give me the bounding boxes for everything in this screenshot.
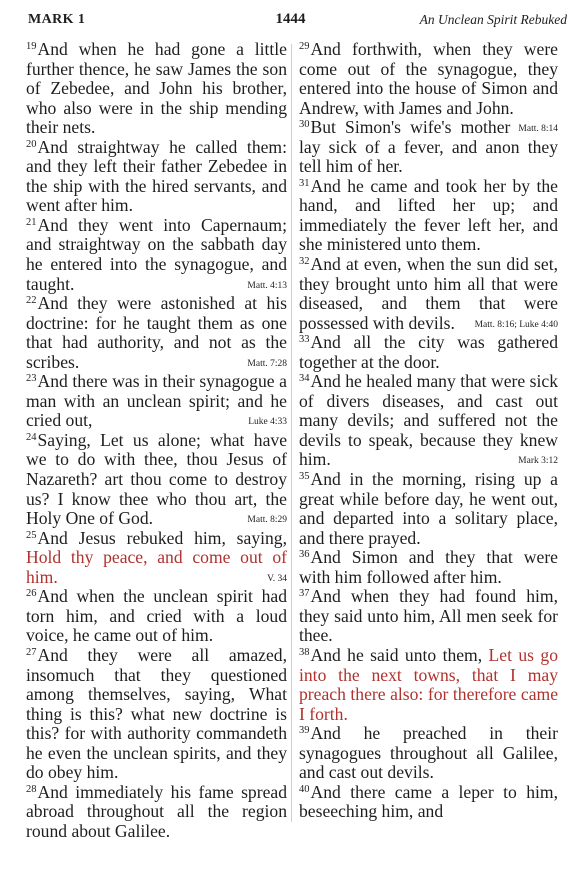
verse-number: 21 bbox=[26, 216, 37, 228]
verse-number: 28 bbox=[26, 783, 37, 795]
verse-number: 23 bbox=[26, 373, 37, 385]
verse-text: And Simon and they that were with him followed after him. bbox=[299, 547, 558, 587]
verse-19 bbox=[26, 40, 287, 138]
verse-number: 36 bbox=[299, 549, 310, 561]
verse-number: 31 bbox=[299, 177, 310, 189]
verse-26 bbox=[26, 587, 287, 646]
verse-text: And all the city was gathered together at the door. bbox=[299, 332, 558, 372]
verse-text: And straightway he called them: and they left their father Zebedee in the ship with the hired servants, and went after him. bbox=[26, 136, 287, 216]
verse-24 bbox=[26, 431, 287, 529]
verse-text: And when he had gone a little further thence, he saw James the son of Zebedee, and John his brother, who also were in the ship mending their nets. bbox=[26, 39, 287, 138]
verse-number: 29 bbox=[299, 41, 310, 52]
words-of-christ: Hold thy peace, and come out of him. bbox=[26, 547, 287, 587]
cross-reference: Matt. 8:16; Luke 4:40 bbox=[474, 319, 558, 330]
verse-text: And when they had found him, they said unto him, All men seek for thee. bbox=[299, 586, 558, 646]
verse-text: And he said unto them, bbox=[310, 644, 483, 665]
verse-25 bbox=[26, 529, 287, 588]
cross-reference: Matt. 8:14 bbox=[518, 124, 558, 135]
cross-reference: Matt. 4:13 bbox=[247, 280, 287, 291]
verse-text: And forthwith, when they were come out of the synagogue, they entered into the house of Simon and Andrew, with James and John. bbox=[299, 39, 558, 118]
cross-reference: Matt. 7:28 bbox=[247, 358, 287, 369]
verse-36 bbox=[299, 548, 558, 587]
verse-34 bbox=[299, 372, 558, 470]
verse-text: And he came and took her by the hand, and lifted her up; and immediately the fever left her, and she ministered unto them. bbox=[299, 175, 558, 255]
verse-37 bbox=[299, 587, 558, 646]
verse-text: But Simon's wife's mother lay sick of a fever, and anon they tell him of her. bbox=[299, 117, 558, 177]
cross-reference: V. 34 bbox=[267, 573, 287, 584]
verse-number: 39 bbox=[299, 725, 310, 737]
verse-number: 27 bbox=[26, 646, 37, 658]
verse-number: 37 bbox=[299, 588, 310, 600]
verse-text: And at even, when the sun did set, they brought unto him all that were diseased, and them that were possessed with devils. bbox=[299, 254, 558, 333]
right-column bbox=[299, 40, 558, 822]
verse-number: 33 bbox=[299, 334, 310, 346]
verse-number: 19 bbox=[26, 41, 37, 52]
verse-32 bbox=[299, 255, 558, 333]
verse-text: And there came a leper to him, beseeching him, and bbox=[299, 781, 558, 822]
verse-number: 24 bbox=[26, 431, 37, 443]
verse-text: And they went into Capernaum; and straightway on the sabbath day he entered into the synagogue, and taught. bbox=[26, 214, 287, 294]
verse-28 bbox=[26, 783, 287, 842]
verse-text: And when the unclean spirit had torn him, and cried with a loud voice, he came out of him. bbox=[26, 586, 287, 646]
verse-text: And immediately his fame spread abroad throughout all the region round about Galilee. bbox=[26, 781, 287, 841]
verse-33 bbox=[299, 333, 558, 372]
verse-number: 26 bbox=[26, 588, 37, 600]
verse-text: Saying, Let us alone; what have we to do with thee, thou Jesus of Nazareth? art thou come to destroy us? I know thee who thou art, the Holy One of God. bbox=[26, 429, 287, 529]
verse-number: 30 bbox=[299, 119, 310, 131]
verse-35 bbox=[299, 470, 558, 548]
verse-number: 40 bbox=[299, 783, 310, 795]
verse-22 bbox=[26, 294, 287, 372]
left-column bbox=[26, 40, 287, 841]
verse-number: 20 bbox=[26, 138, 37, 150]
page-header bbox=[0, 0, 581, 40]
verse-23 bbox=[26, 372, 287, 431]
verse-number: 38 bbox=[299, 646, 310, 658]
cross-reference: Mark 3:12 bbox=[518, 456, 558, 467]
cross-reference: Matt. 8:29 bbox=[247, 515, 287, 526]
verse-number: 34 bbox=[299, 373, 310, 385]
verse-40 bbox=[299, 783, 558, 822]
verse-20 bbox=[26, 138, 287, 216]
verse-number: 22 bbox=[26, 295, 37, 307]
section-title: An Unclean Spirit Rebuked bbox=[419, 12, 567, 27]
cross-reference: Luke 4:33 bbox=[248, 417, 287, 428]
words-of-christ: Let us go into the next towns, that I may preach there also: for therefore came I forth. bbox=[299, 644, 558, 724]
verse-text: And in the morning, rising up a great while before day, he went out, and departed into a solitary place, and there prayed. bbox=[299, 469, 558, 548]
verse-number: 32 bbox=[299, 256, 310, 268]
verse-21 bbox=[26, 216, 287, 294]
verse-text: And they were astonished at his doctrine: for he taught them as one that had authority, and not as the scribes. bbox=[26, 293, 287, 372]
verse-number: 25 bbox=[26, 529, 37, 541]
verse-38 bbox=[299, 646, 558, 724]
verse-text: And they were all amazed, insomuch that they questioned among themselves, saying, What thing is this? what new doctrine is this? for with authority commandeth he even the unclean spirits, and they do obey him. bbox=[26, 644, 287, 783]
book-chapter-label: MARK 1 bbox=[28, 12, 86, 27]
verse-text: And he healed many that were sick of divers diseases, and cast out many devils; and suffered not the devils to speak, because they knew him. bbox=[299, 371, 558, 470]
verse-text: And Jesus rebuked him, saying, bbox=[37, 527, 287, 548]
verse-number: 35 bbox=[299, 471, 310, 483]
verse-39 bbox=[299, 724, 558, 783]
verse-text: And there was in their synagogue a man with an unclean spirit; and he cried out, bbox=[26, 371, 287, 431]
verse-31 bbox=[299, 177, 558, 255]
verse-27 bbox=[26, 646, 287, 783]
page-number: 1444 bbox=[275, 11, 306, 27]
verse-text: And he preached in their synagogues throughout all Galilee, and cast out devils. bbox=[299, 723, 558, 783]
